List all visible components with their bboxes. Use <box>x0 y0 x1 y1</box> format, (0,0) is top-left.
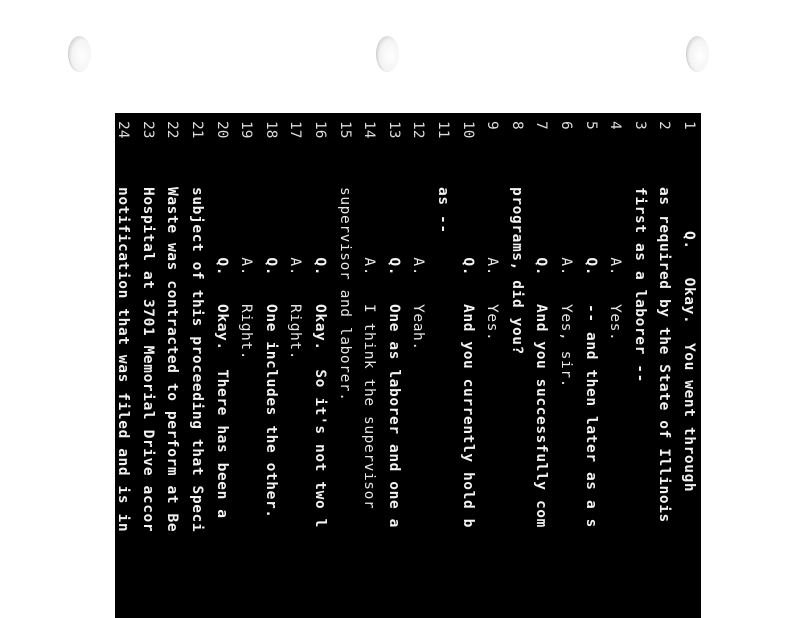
line-number: 21 <box>189 121 205 139</box>
line-number: 9 <box>484 121 501 130</box>
line-text: Q. -- and then later as a s <box>582 257 599 528</box>
transcript-line <box>210 121 234 618</box>
line-text: A. Yes. <box>607 257 624 342</box>
transcript-lines <box>115 121 701 618</box>
line-text: A. Right. <box>287 257 304 361</box>
transcript-line <box>406 121 430 618</box>
line-text: A. Right. <box>238 257 255 361</box>
transcript-line <box>579 121 603 618</box>
line-text: A. Yeah. <box>410 257 427 351</box>
transcript-line <box>259 121 283 618</box>
transcript-line <box>431 121 455 618</box>
transcript-line <box>136 121 160 618</box>
transcript-line <box>283 121 307 618</box>
punch-hole-left <box>68 36 91 72</box>
line-text: A. Yes, sir. <box>558 257 574 389</box>
transcript-line <box>603 121 627 618</box>
line-number: 12 <box>410 121 427 139</box>
line-text: Q. One includes the other. <box>262 257 279 519</box>
line-number: 19 <box>238 121 255 139</box>
transcript-line <box>160 121 184 618</box>
punch-hole-right <box>686 36 709 72</box>
line-text: Q. One as laborer and one a <box>385 257 402 528</box>
line-text: as -- <box>435 187 451 234</box>
line-number: 15 <box>336 121 353 139</box>
line-text: Hospital at 3701 Memorial Drive accor <box>139 187 156 533</box>
line-number: 22 <box>164 121 181 139</box>
transcript-line <box>505 121 529 618</box>
line-text: programs, did you? <box>508 187 525 355</box>
line-text: A. I think the supervisor <box>361 257 378 510</box>
line-text: notification that was filed and is in <box>115 187 132 533</box>
line-number: 17 <box>287 121 304 139</box>
transcript-line <box>308 121 332 618</box>
line-number: 8 <box>508 121 525 130</box>
line-text: Q. And you currently hold b <box>459 257 476 528</box>
line-number: 11 <box>435 121 451 139</box>
line-number: 18 <box>262 121 279 139</box>
line-number: 10 <box>459 121 476 139</box>
line-number: 7 <box>533 121 550 130</box>
line-number: 2 <box>656 121 673 130</box>
transcript-line <box>234 121 258 618</box>
line-text: A. Yes. <box>484 257 501 342</box>
line-text: Q. And you successfully com <box>533 257 550 528</box>
line-text: supervisor and laborer. <box>336 187 353 402</box>
transcript-line <box>628 121 652 618</box>
line-text: first as a laborer -- <box>631 187 648 383</box>
line-text: Q. Okay. So it's not two l <box>312 257 328 528</box>
line-number: 13 <box>385 121 402 139</box>
line-number: 24 <box>115 121 132 139</box>
transcript-line <box>115 121 135 618</box>
transcript-line <box>382 121 406 618</box>
line-text: Q. Okay. You went through <box>681 231 697 493</box>
line-number: 16 <box>312 121 328 139</box>
line-number: 14 <box>361 121 378 139</box>
transcript-line <box>357 121 381 618</box>
line-number: 5 <box>582 121 599 130</box>
line-number: 6 <box>558 121 574 130</box>
transcript-page <box>115 113 701 618</box>
transcript-line <box>456 121 480 618</box>
punch-hole-center <box>376 36 399 72</box>
line-number: 1 <box>681 121 697 130</box>
line-number: 4 <box>607 121 624 130</box>
transcript-line <box>554 121 578 618</box>
line-text: Waste was contracted to perform at Be <box>164 187 181 533</box>
transcript-line <box>652 121 676 618</box>
line-text: subject of this proceeding that Speci <box>189 187 205 533</box>
transcript-line <box>529 121 553 618</box>
line-text: Q. Okay. There has been a <box>213 257 230 519</box>
transcript-line <box>677 121 701 618</box>
transcript-line <box>185 121 209 618</box>
line-text: as required by the State of Illinois <box>656 187 673 523</box>
transcript-line <box>333 121 357 618</box>
line-number: 23 <box>139 121 156 139</box>
line-number: 3 <box>631 121 648 130</box>
line-number: 20 <box>213 121 230 139</box>
transcript-line <box>480 121 504 618</box>
